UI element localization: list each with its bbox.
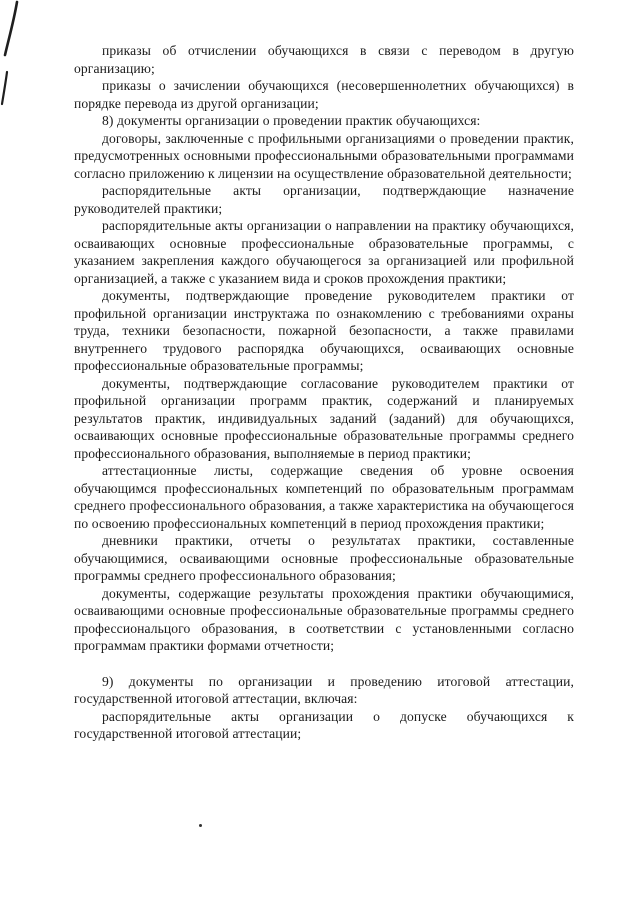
paragraph-gap: [74, 655, 574, 673]
paragraph: дневники практики, отчеты о результатах практики, составленные обучающимися, осваивающими основные профессиональные образовательные программы среднего профессионального образования;: [74, 533, 574, 583]
paragraph: приказы об отчислении обучающихся в связи с переводом в другую организацию;: [74, 43, 574, 76]
paragraph: аттестационные листы, содержащие сведения об уровне освоения обучающимся профессиональных компетенций по образовательным программам среднего профессионального образования, а также характеристика на обучающегося по освоению профессиональных компетенций в период прохождения практики;: [74, 463, 574, 531]
document-body: [74, 42, 574, 743]
pen-stroke-mark: [0, 0, 30, 110]
paragraph: распорядительные акты организации о допуске обучающихся к государственной итоговой аттестации;: [74, 708, 574, 741]
paragraph: распорядительные акты организации, подтверждающие назначение руководителей практики;: [74, 183, 574, 216]
section-heading: 8) документы организации о проведении практик обучающихся:: [102, 113, 481, 128]
paragraph: документы, подтверждающие согласование руководителем практики от профильной организации программ практик, содержаний и планируемых результатов практик, индивидуальных заданий (заданий) для обучающихся, осваивающих основные профессиональные образовательные программы среднего профессионального образования, выполняемые в период практики;: [74, 375, 574, 461]
paragraph: документы, подтверждающие проведение руководителем практики от профильной организации инструктажа по ознакомлению с требованиями охраны труда, техники безопасности, пожарной безопасности, а также правилами внутреннего трудового распорядка обучающихся, осваивающих основные профессиональные образовательные программы;: [74, 288, 574, 373]
stray-dot-mark: [199, 824, 202, 827]
paragraph: договоры, заключенные с профильными организациями о проведении практик, предусмотренных основными профессиональными образовательными программами согласно приложению к лицензии на осуществление образовательной деятельности;: [74, 130, 574, 181]
section-heading: 9) документы по организации и проведению итоговой аттестации, государственной итоговой аттестации, включая:: [74, 673, 574, 706]
paragraph: документы, содержащие результаты прохождения практики обучающимися, осваивающими основные профессиональные образовательные программы среднего профессиональцого образования, в соответствии с установленными согласно программам практики формами отчетности;: [74, 585, 574, 653]
paragraph: распорядительные акты организации о направлении на практику обучающихся, осваивающих основные профессиональные образовательные программы, с указанием закрепления каждого обучающегося за организацией или профильной организацией, а также с указанием вида и сроков прохождения практики;: [74, 218, 574, 286]
paragraph: приказы о зачислении обучающихся (несовершеннолетних обучающихся) в порядке перевода из другой организации;: [74, 78, 574, 111]
